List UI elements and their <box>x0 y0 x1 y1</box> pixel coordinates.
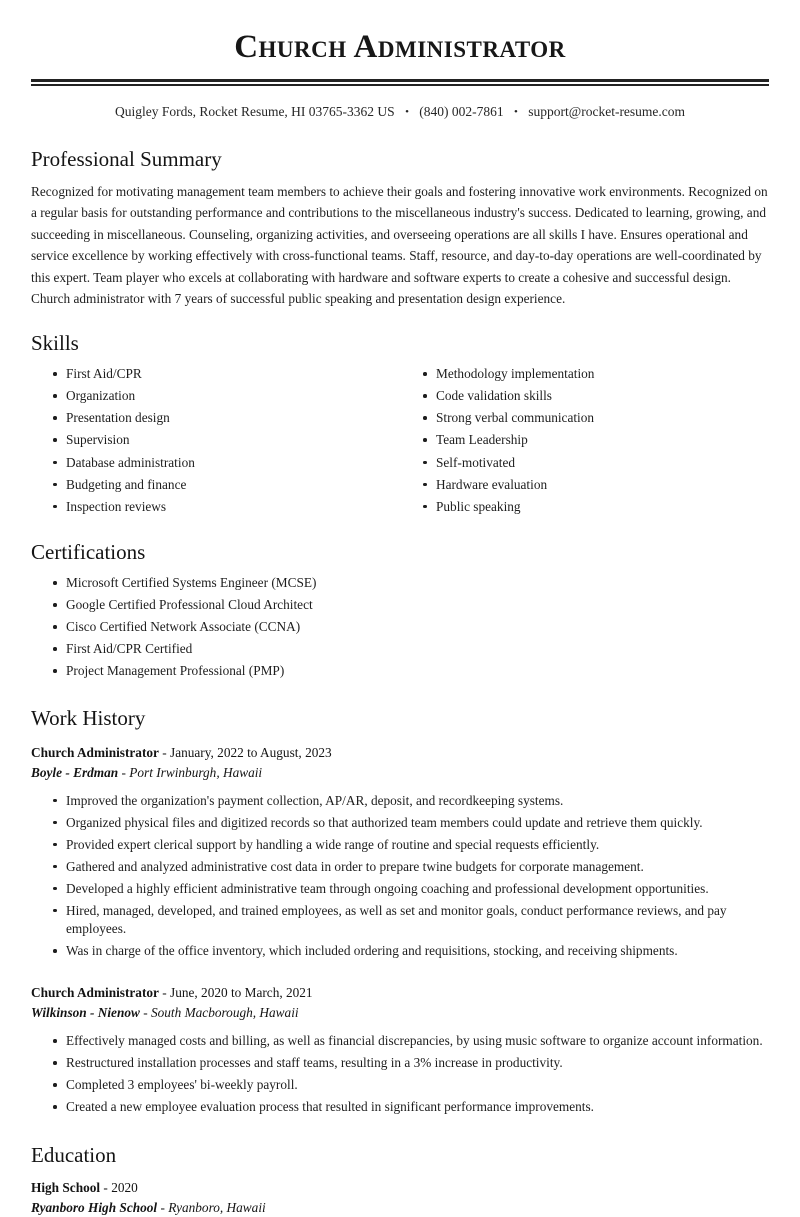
education-school-line <box>31 1198 769 1217</box>
list-item: Public speaking <box>423 498 769 520</box>
list-item: Cisco Certified Network Associate (CCNA) <box>53 618 769 640</box>
job-company: Boyle - Erdman <box>31 764 119 780</box>
job-company-separator: - <box>121 764 126 780</box>
list-item: Project Management Professional (PMP) <box>53 662 769 684</box>
section-heading-work-history: Work History <box>31 706 146 731</box>
work-history-entry <box>31 964 769 1120</box>
header-divider <box>31 79 769 86</box>
job-title-separator: - <box>162 744 167 760</box>
list-item: Developed a highly efficient administrative team through ongoing coaching and professional development opportunities. <box>53 880 769 902</box>
section-heading-skills: Skills <box>31 330 79 355</box>
list-item: Was in charge of the office inventory, which included ordering and requisitions, stocking, and receiving shipments. <box>53 942 769 964</box>
certifications-list <box>31 574 769 684</box>
job-bullets <box>31 792 769 965</box>
skills-columns <box>31 365 769 520</box>
job-bullets <box>31 1032 769 1120</box>
skills-list-left <box>31 365 400 520</box>
section-heading-education: Education <box>31 1143 117 1168</box>
list-item: First Aid/CPR <box>53 365 400 387</box>
list-item: Hired, managed, developed, and trained employees, as well as set and monitor goals, conduct performance reviews, and pay employees. <box>53 902 769 942</box>
contact-separator-2: • <box>514 105 518 118</box>
list-item: Presentation design <box>53 409 400 431</box>
list-item: Gathered and analyzed administrative cost data in order to prepare twine budgets for corporate management. <box>53 858 769 880</box>
section-work-history <box>31 684 769 1120</box>
section-certifications <box>31 520 769 685</box>
list-item: Google Certified Professional Cloud Architect <box>53 596 769 618</box>
list-item: Inspection reviews <box>53 498 400 520</box>
education-degree-separator: - <box>103 1179 108 1195</box>
job-company: Wilkinson - Nienow <box>31 1005 140 1021</box>
job-location: South Macborough, Hawaii <box>150 1005 299 1021</box>
list-item: Created a new employee evaluation process that resulted in significant performance improvements. <box>53 1098 769 1120</box>
list-item: Organization <box>53 387 400 409</box>
page-title: Church Administrator <box>234 29 566 65</box>
job-location: Port Irwinburgh, Hawaii <box>129 764 263 780</box>
job-title-separator: - <box>162 985 167 1001</box>
list-item: Budgeting and finance <box>53 476 400 498</box>
education-degree: High School <box>31 1179 101 1195</box>
list-item: Database administration <box>53 454 400 476</box>
contact-separator-1: • <box>405 105 409 118</box>
education-year: 2020 <box>111 1179 138 1195</box>
list-item: Self-motivated <box>423 454 769 476</box>
list-item: Strong verbal communication <box>423 409 769 431</box>
education-school-separator: - <box>160 1199 165 1215</box>
section-professional-summary <box>31 138 769 310</box>
list-item: Effectively managed costs and billing, as well as financial discrepancies, by using music software to organize account information. <box>53 1032 769 1054</box>
list-item: Methodology implementation <box>423 365 769 387</box>
job-dates: January, 2022 to August, 2023 <box>170 744 332 760</box>
job-company-line <box>31 1003 769 1032</box>
job-title-line <box>31 983 769 1003</box>
skills-list-right <box>400 365 769 520</box>
work-history-entry <box>31 741 769 965</box>
section-education <box>31 1120 769 1217</box>
list-item: Supervision <box>53 431 400 453</box>
list-item: First Aid/CPR Certified <box>53 640 769 662</box>
contact-phone: (840) 002-7861 <box>419 103 504 119</box>
contact-email[interactable]: support@rocket-resume.com <box>528 103 686 119</box>
contact-line <box>31 86 769 138</box>
list-item: Organized physical files and digitized records so that authorized team members could update and retrieve them quickly. <box>53 814 769 836</box>
list-item: Completed 3 employees' bi-weekly payroll. <box>53 1076 769 1098</box>
skills-column-right <box>400 365 769 520</box>
section-skills <box>31 310 769 520</box>
education-degree-line <box>31 1178 769 1198</box>
education-school: Ryanboro High School <box>31 1199 158 1215</box>
list-item: Improved the organization's payment collection, AP/AR, deposit, and recordkeeping systems. <box>53 792 769 814</box>
section-heading-summary: Professional Summary <box>31 146 222 171</box>
section-heading-certifications: Certifications <box>31 539 146 564</box>
job-role: Church Administrator <box>31 744 159 760</box>
contact-address: Quigley Fords, Rocket Resume, HI 03765-3362 US <box>114 103 395 119</box>
list-item: Code validation skills <box>423 387 769 409</box>
job-dates: June, 2020 to March, 2021 <box>170 985 313 1001</box>
education-entry <box>31 1178 769 1217</box>
education-location: Ryanboro, Hawaii <box>168 1199 266 1215</box>
job-title-line <box>31 743 769 763</box>
job-company-separator: - <box>143 1005 148 1021</box>
job-role: Church Administrator <box>31 985 159 1001</box>
list-item: Microsoft Certified Systems Engineer (MCSE) <box>53 574 769 596</box>
skills-column-left <box>31 365 400 520</box>
list-item: Team Leadership <box>423 431 769 453</box>
list-item: Restructured installation processes and staff teams, resulting in a 3% increase in productivity. <box>53 1054 769 1076</box>
job-company-line <box>31 763 769 792</box>
summary-text: Recognized for motivating management team members to achieve their goals and fostering innovative work environments. Recognized on a regular basis for outstanding performance and contributions to the miscellaneous industry's success. Dedicated to learning, growing, and succeeding in miscellaneous. Counseling, organizing activities, and overseeing operations are all skills I have. Ensures operational and service excellence by working effectively with cross-functional teams. Staff, resource, and day-to-day operations are well-coordinated by this expert. Team player who excels at collaborating with hardware and software experts to create a cohesive and successful design. Church administrator with 7 years of successful public speaking and presentation design experience. <box>31 183 768 307</box>
list-item: Provided expert clerical support by handling a wide range of routine and special requests efficiently. <box>53 836 769 858</box>
list-item: Hardware evaluation <box>423 476 769 498</box>
